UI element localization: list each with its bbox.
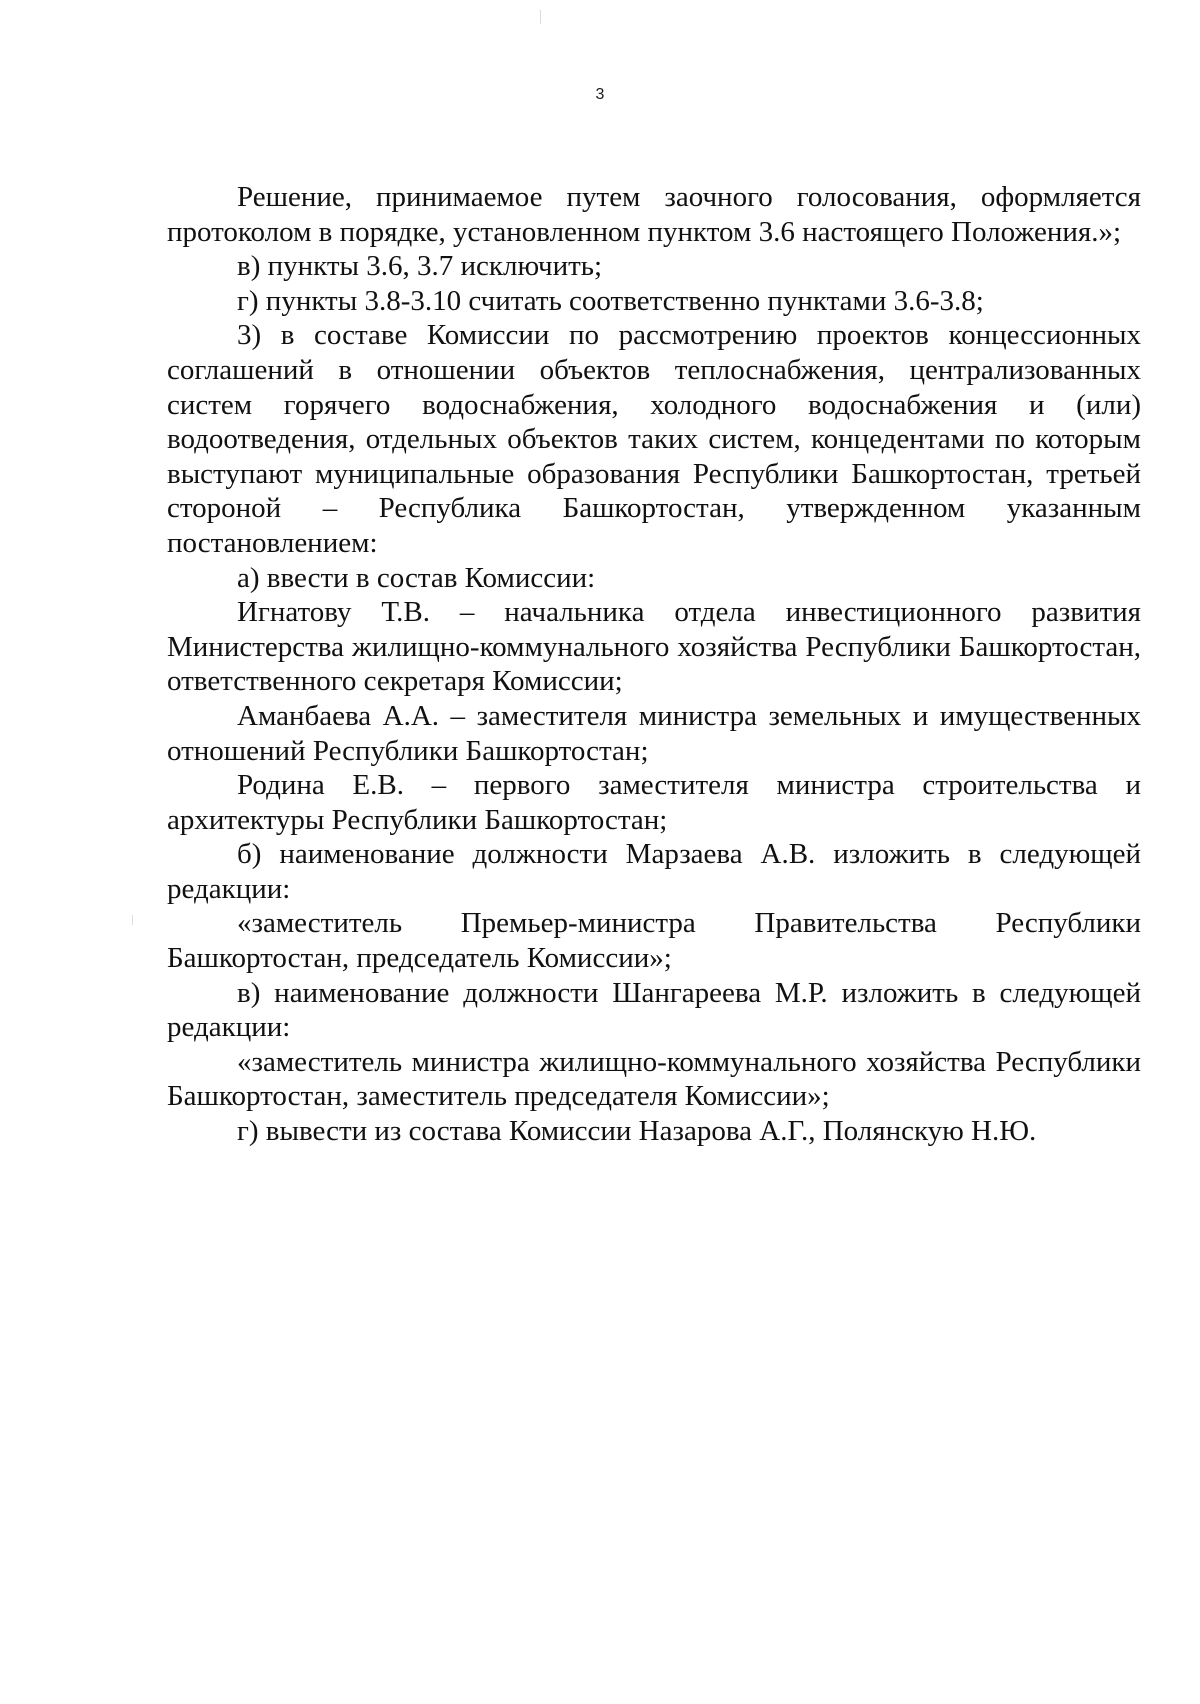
page-number: 3 [595, 86, 605, 103]
scan-artifact-line [132, 915, 133, 925]
paragraph-member-rodin: Родина Е.В. – первого заместителя министра строительства и архитектуры Республики Башкортостан; [167, 769, 1141, 836]
paragraph-position-marzaev: б) наименование должности Марзаева А.В. изложить в следующей редакции: [167, 838, 1141, 905]
document-body [167, 180, 1141, 1149]
scan-artifact-line [540, 10, 541, 24]
paragraph-commission-composition: 3) в составе Комиссии по рассмотрению проектов концессионных соглашений в отношении объектов теплоснабжения, централизованных систем горячего водоснабжения, холодного водоснабжения и (или) водоотведения, отдельных объектов таких систем, концедентами по которым выступают муниципальные образования Республики Башкортостан, третьей стороной – Республика Башкортостан, утвержденном указанным постановлением: [167, 319, 1141, 559]
paragraph-remove-members: г) вывести из состава Комиссии Назарова А.Г., Полянскую Н.Ю. [237, 1115, 1037, 1148]
paragraph-add-members: а) ввести в состав Комиссии: [237, 561, 596, 594]
paragraph-item-v-exclude: в) пункты 3.6, 3.7 исключить; [237, 250, 603, 283]
paragraph-position-shangareev-text: «заместитель министра жилищно-коммунального хозяйства Республики Башкортостан, заместитель председателя Комиссии»; [167, 1045, 1141, 1113]
paragraph-item-g-renumber: г) пункты 3.8-3.10 считать соответственно пунктами 3.6-3.8; [237, 284, 984, 317]
paragraph-decision-protocol: Решение, принимаемое путем заочного голосования, оформляется протоколом в порядке, установленном пунктом 3.6 настоящего Положения.»; [167, 181, 1141, 248]
paragraph-position-shangareev: в) наименование должности Шангареева М.Р. изложить в следующей редакции: [167, 976, 1141, 1044]
paragraph-member-amanbaev: Аманбаева А.А. – заместителя министра земельных и имущественных отношений Республики Башкортостан; [167, 699, 1141, 767]
paragraph-member-ignatova: Игнатову Т.В. – начальника отдела инвестиционного развития Министерства жилищно-коммунального хозяйства Республики Башкортостан, ответственного секретаря Комиссии; [167, 596, 1141, 698]
paragraph-position-marzaev-text: «заместитель Премьер-министра Правительства Республики Башкортостан, председатель Комиссии»; [167, 907, 1141, 975]
